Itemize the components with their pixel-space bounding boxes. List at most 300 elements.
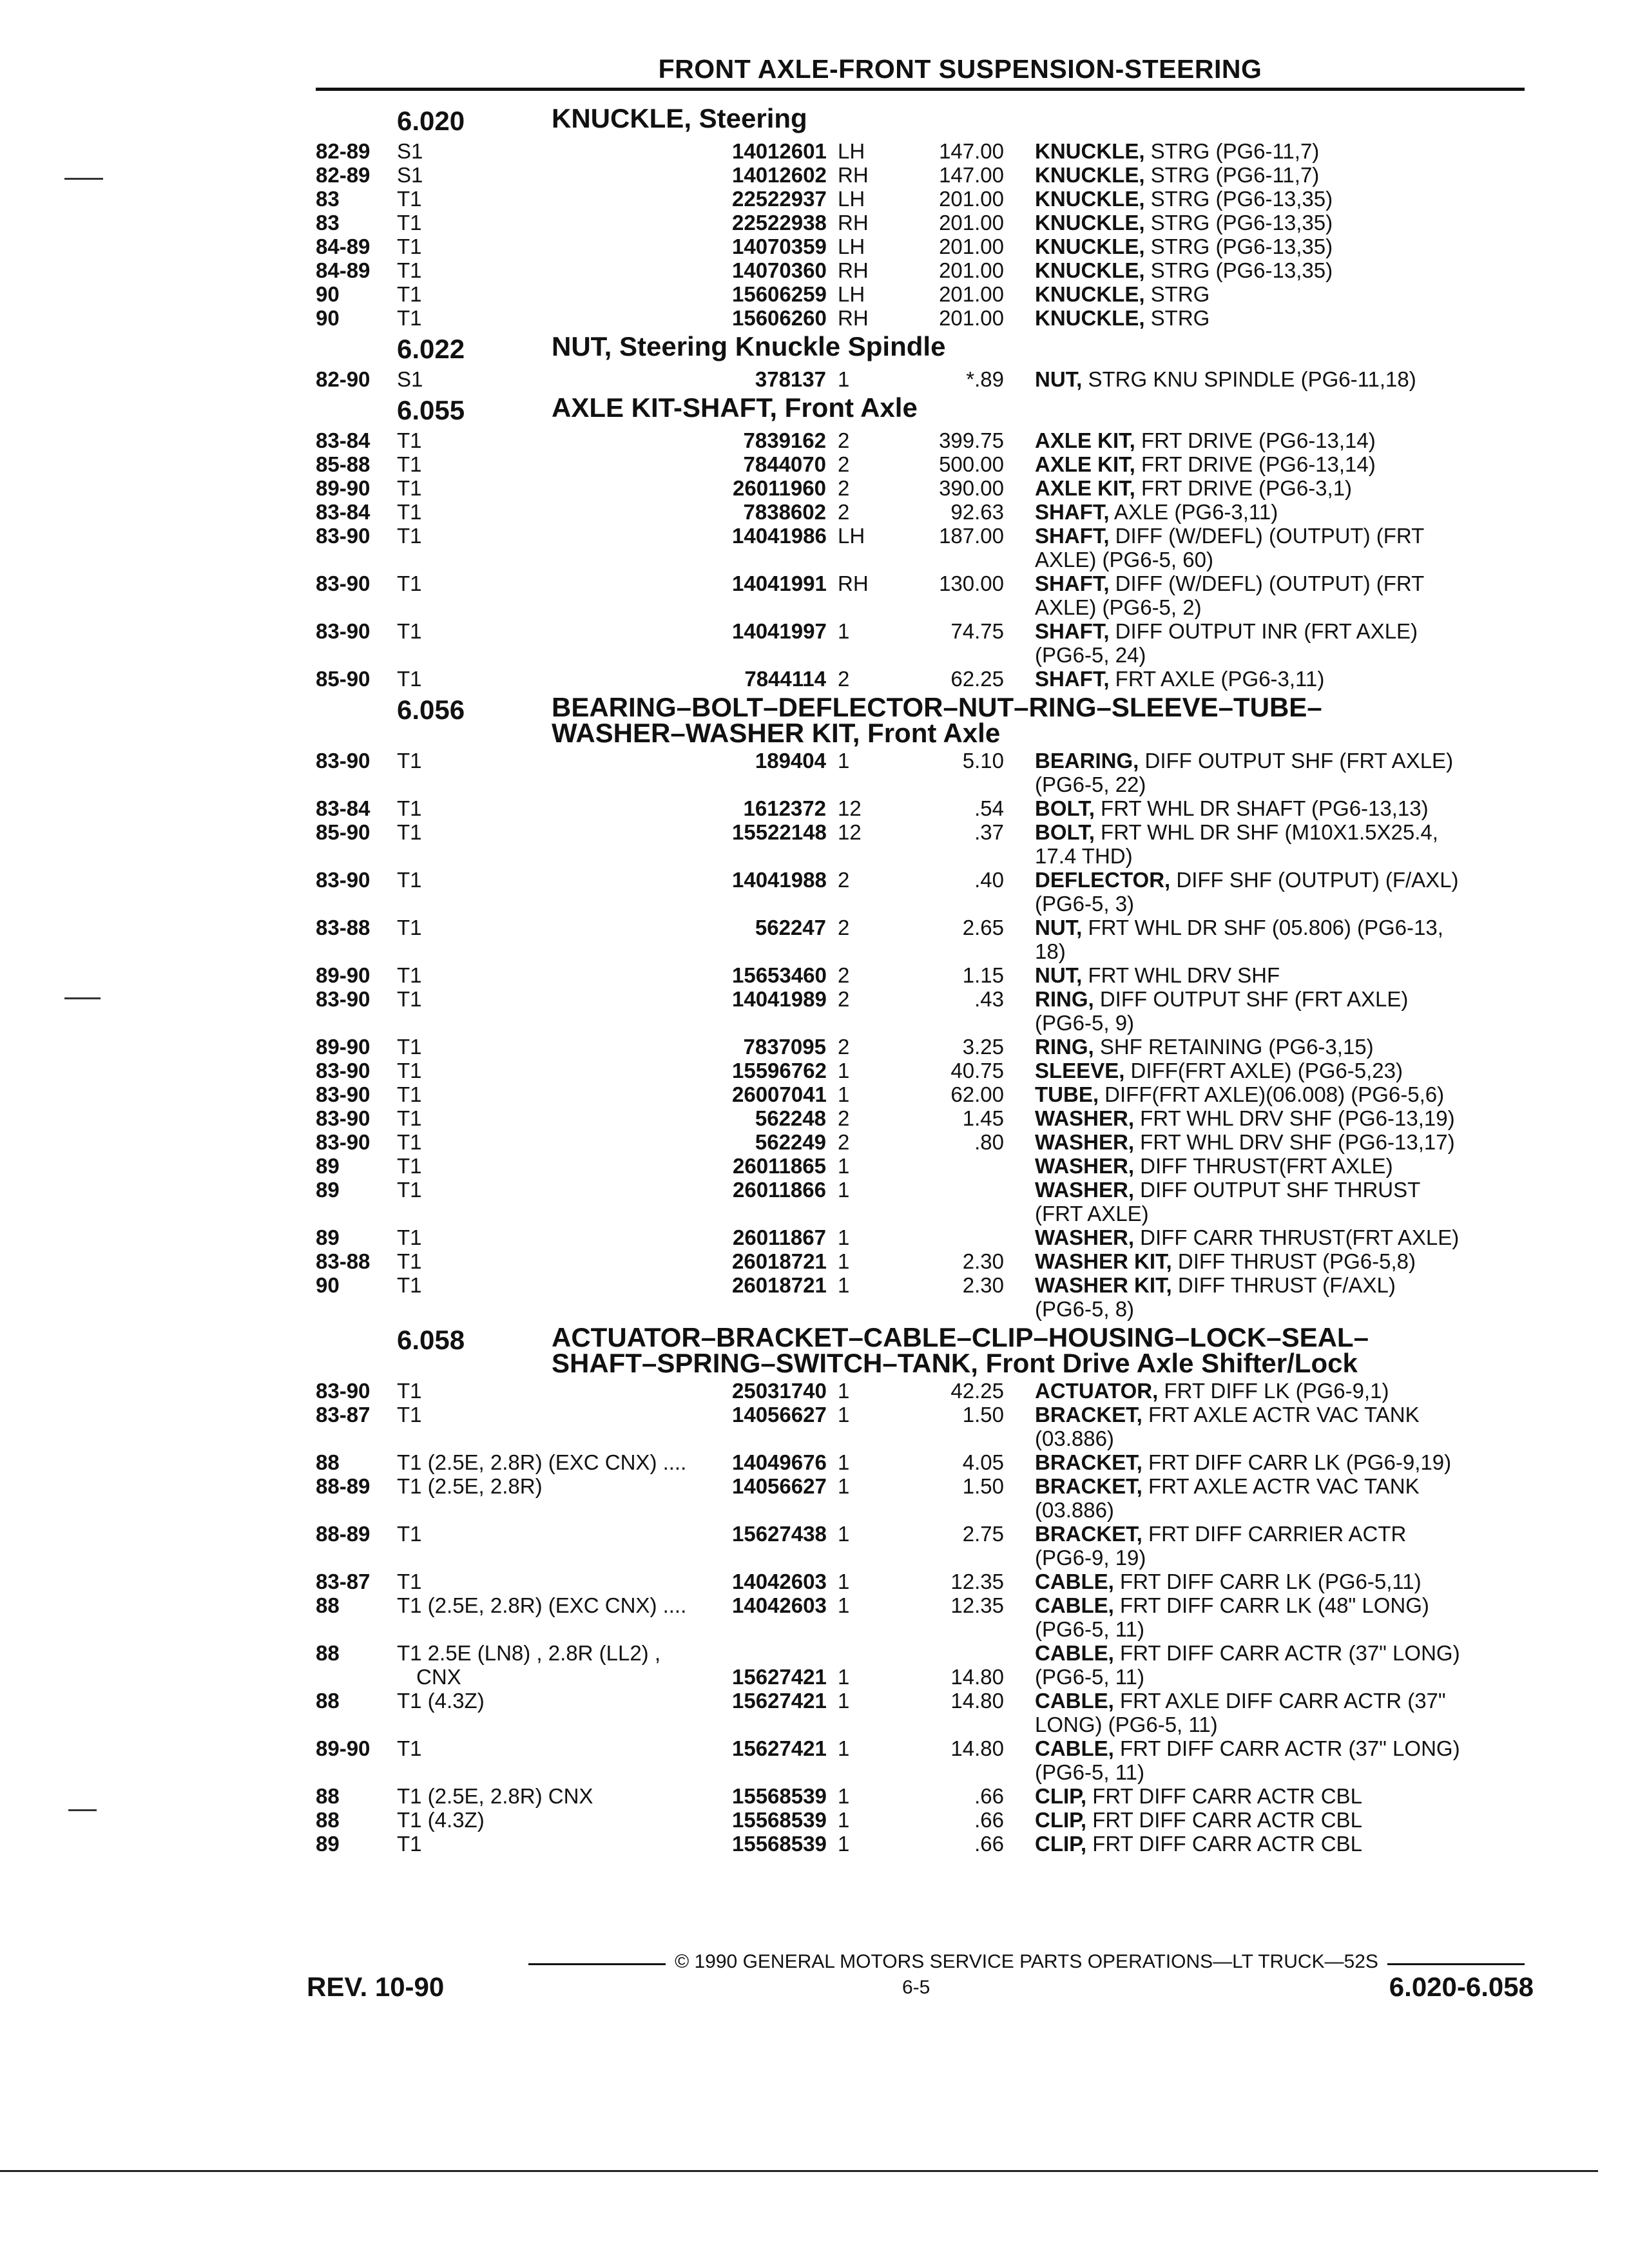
part-number: 22522938 [732,211,827,235]
model-years: 89-90 [316,476,371,500]
description-line [1035,796,1525,820]
part-description [1004,1641,1525,1689]
part-description [1004,1035,1525,1059]
description-line [1035,211,1525,235]
quantity: 1 [838,1784,850,1808]
description-line [1035,1474,1525,1498]
description-line [1035,258,1525,282]
model-years: 83 [316,187,340,211]
description-detail: FRT WHL DR SHF (05.806) (PG6-13, [1082,916,1443,939]
description-noun: NUT, [1035,963,1083,987]
model-code [397,163,732,187]
description-noun: BRACKET, [1035,1450,1142,1474]
model-code [397,524,732,572]
description-line [1035,1784,1525,1808]
description-noun: BRACKET, [1035,1474,1142,1498]
part-description [1004,282,1525,306]
part-number: 26007041 [732,1082,827,1106]
model-years: 83-84 [316,796,371,820]
quantity: 1 [838,1059,850,1082]
model-code-text: T1 (4.3Z) [397,1689,485,1713]
section-title-line: NUT, Steering Knuckle Spindle [552,331,946,361]
section-header [316,392,1525,426]
part-number: 14056627 [732,1403,827,1427]
part-description [1004,1593,1525,1641]
part-description [1004,500,1525,524]
part-number: 14042603 [732,1570,827,1593]
description-noun: BEARING, [1035,749,1139,773]
price: 2.65 [962,916,1004,939]
model-code-text: T1 (2.5E, 2.8R) (EXC CNX) .... [397,1450,687,1474]
description-detail: FRT DIFF CARR LK (48" LONG) [1113,1593,1429,1617]
model-years: 88 [316,1641,340,1665]
model-code [397,1570,732,1593]
price [907,1178,1004,1225]
quantity: 12 [838,820,862,844]
model-code [397,1082,732,1106]
quantity: 2 [838,868,850,892]
price: 74.75 [950,619,1004,643]
model-code [397,1689,732,1736]
description-noun: ACTUATOR, [1035,1379,1159,1403]
description-noun: SLEEVE, [1035,1059,1125,1082]
quantity: LH [838,524,865,548]
description-detail: DIFF(FRT AXLE)(06.008) (PG6-5,6) [1099,1082,1445,1106]
part-number: 14041988 [732,868,827,892]
quantity: 1 [838,1808,850,1832]
model-years: 83-84 [316,428,371,452]
page-number: 6-5 [902,1977,930,1998]
part-description [1004,1379,1525,1403]
description-noun: KNUCKLE, [1035,258,1145,282]
model-code [397,367,732,391]
price: 4.05 [962,1450,1004,1474]
quantity: 1 [838,1450,850,1474]
description-noun: BOLT, [1035,796,1095,820]
model-years: 83-90 [316,1082,371,1106]
description-noun: RING, [1035,1035,1094,1059]
price: 147.00 [939,139,1004,163]
part-row [316,820,1525,868]
part-number: 15522148 [732,820,827,844]
part-number: 15568539 [732,1808,827,1832]
part-description [1004,1249,1525,1273]
description-detail: DIFF OUTPUT SHF THRUST [1134,1178,1421,1202]
description-noun: RING, [1035,987,1094,1011]
model-code [397,1059,732,1082]
description-line [1035,306,1525,330]
part-description [1004,452,1525,476]
price [907,1154,1004,1178]
description-line [1035,1082,1525,1106]
model-code [397,1784,732,1808]
description-line [1035,1106,1525,1130]
model-years: 88 [316,1784,340,1808]
quantity: LH [838,282,865,306]
model-code [397,1106,732,1130]
description-noun: BRACKET, [1035,1522,1142,1546]
model-code-text: T1 [397,1154,422,1178]
parts-catalog [316,102,1525,1856]
model-code [397,619,732,667]
part-number: 7844070 [743,452,826,476]
model-code-text: T1 [397,1832,422,1856]
model-code-text: S1 [397,139,423,163]
part-number: 189404 [755,749,826,773]
model-code-text: T1 [397,916,422,939]
description-line [1035,1035,1525,1059]
model-code-text: T1 [397,1225,422,1249]
part-row [316,258,1525,282]
description-continued: (PG6-5, 24) [1035,643,1146,667]
price: 201.00 [939,258,1004,282]
part-number: 15606260 [732,306,827,330]
model-code [397,916,732,963]
description-line [1035,987,1525,1011]
description-noun: KNUCKLE, [1035,163,1145,187]
model-code [397,749,732,796]
part-number: 15627421 [732,1736,827,1760]
part-description [1004,1273,1525,1321]
model-code-text: T1 [397,1379,422,1403]
description-line [1035,1154,1525,1178]
section-title-line: AXLE KIT-SHAFT, Front Axle [552,392,918,423]
description-line [1035,524,1525,548]
description-detail: STRG KNU SPINDLE (PG6-11,18) [1082,367,1416,391]
part-description [1004,1106,1525,1130]
part-number: 14012601 [732,139,827,163]
part-row [316,235,1525,258]
quantity: 2 [838,963,850,987]
description-detail: STRG (PG6-13,35) [1144,211,1333,235]
model-code [397,667,732,691]
model-code [397,572,732,619]
description-detail: DIFF (W/DEFL) (OUTPUT) (FRT [1109,572,1425,595]
description-line [1035,1641,1525,1665]
model-code [397,1832,732,1856]
section-title-line: ACTUATOR–BRACKET–CABLE–CLIP–HOUSING–LOCK–SEAL– [552,1322,1369,1352]
part-row [316,1450,1525,1474]
model-code [397,1130,732,1154]
model-code-text: T1 [397,1130,422,1154]
model-code [397,282,732,306]
part-number: 15568539 [732,1832,827,1856]
model-code [397,1474,732,1522]
model-code-text: T1 [397,1403,422,1427]
part-description [1004,163,1525,187]
price: 5.10 [962,749,1004,773]
model-code [397,1035,732,1059]
section-title [552,692,1525,748]
section-title [552,392,1525,426]
description-line [1035,235,1525,258]
model-years: 83-88 [316,1249,371,1273]
part-row [316,1130,1525,1154]
description-continued: (PG6-5, 8) [1035,1297,1135,1321]
model-code [397,428,732,452]
description-continued: (PG6-5, 22) [1035,773,1146,796]
model-code [397,1379,732,1403]
model-years: 83 [316,211,340,235]
part-row [316,1035,1525,1059]
model-code-text: T1 [397,820,422,844]
model-code-text: T1 [397,667,422,691]
model-code-text: T1 2.5E (LN8) , 2.8R (LL2) , [397,1641,661,1665]
part-number: 26011865 [732,1154,826,1178]
model-code-text: T1 [397,1082,422,1106]
part-number: 26011960 [732,476,826,500]
price: .80 [974,1130,1004,1154]
model-code [397,1450,732,1474]
quantity: 1 [838,1593,850,1617]
description-line [1035,1570,1525,1593]
quantity: 2 [838,1130,850,1154]
description-noun: WASHER, [1035,1154,1135,1178]
part-description [1004,187,1525,211]
part-description [1004,1450,1525,1474]
part-number: 26018721 [732,1273,827,1297]
part-number: 14012602 [732,163,827,187]
price: 62.00 [950,1082,1004,1106]
model-code-text: T1 [397,1522,422,1546]
description-detail: FRT AXLE (PG6-3,11) [1109,667,1325,691]
quantity: RH [838,572,869,595]
description-noun: AXLE KIT, [1035,452,1135,476]
part-number: 378137 [755,367,826,391]
part-row [316,452,1525,476]
model-years: 89-90 [316,1035,371,1059]
part-description [1004,524,1525,572]
price: 2.30 [962,1249,1004,1273]
model-code [397,1225,732,1249]
model-code [397,1641,732,1689]
price: 130.00 [939,572,1004,595]
part-description [1004,1082,1525,1106]
part-number: 7837095 [743,1035,826,1059]
description-detail: DIFF THRUST (PG6-5,8) [1171,1249,1416,1273]
bottom-rule [0,2170,1598,2172]
description-noun: BRACKET, [1035,1403,1142,1427]
description-noun: BOLT, [1035,820,1095,844]
description-continued: AXLE) (PG6-5, 60) [1035,548,1213,572]
price: 187.00 [939,524,1004,548]
part-row [316,1273,1525,1321]
price: 14.80 [950,1736,1004,1760]
description-line [1035,1808,1525,1832]
description-continued: LONG) (PG6-5, 11) [1035,1713,1218,1736]
description-detail: FRT WHL DR SHF (M10X1.5X25.4, [1094,820,1438,844]
description-detail: STRG (PG6-11,7) [1144,139,1320,163]
model-code [397,1736,732,1784]
description-line [1035,1130,1525,1154]
part-number: 14041989 [732,987,827,1011]
part-number: 15606259 [732,282,827,306]
model-code [397,258,732,282]
quantity: 2 [838,428,850,452]
description-noun: CLIP, [1035,1808,1087,1832]
part-row [316,1249,1525,1273]
part-description [1004,749,1525,796]
model-code [397,235,732,258]
description-detail: FRT DRIVE (PG6-13,14) [1135,428,1376,452]
description-noun: WASHER KIT, [1035,1249,1172,1273]
quantity: 1 [838,1832,850,1856]
part-row [316,524,1525,572]
part-number: 14070359 [732,235,827,258]
model-code-text: T1 (4.3Z) [397,1808,485,1832]
part-row [316,1178,1525,1225]
part-row [316,1832,1525,1856]
description-line [1035,667,1525,691]
description-noun: NUT, [1035,916,1083,939]
section-header [316,1322,1525,1378]
part-description [1004,667,1525,691]
model-years: 90 [316,282,340,306]
part-row [316,367,1525,391]
model-code-text: S1 [397,163,423,187]
description-noun: KNUCKLE, [1035,306,1145,330]
price: .66 [974,1808,1004,1832]
model-code-text: T1 [397,572,422,595]
copyright-notice: © 1990 GENERAL MOTORS SERVICE PARTS OPERATIONS—LT TRUCK—52S [528,1951,1525,1973]
model-code [397,1403,732,1450]
quantity: LH [838,235,865,258]
part-description [1004,235,1525,258]
price: 201.00 [939,306,1004,330]
section-title-line: WASHER–WASHER KIT, Front Axle [552,718,1001,748]
description-detail: FRT AXLE ACTR VAC TANK [1142,1474,1420,1498]
model-code-text: T1 [397,749,422,773]
part-description [1004,1689,1525,1736]
part-row [316,1225,1525,1249]
model-years: 84-89 [316,258,371,282]
model-years: 83-90 [316,1379,371,1403]
description-detail: FRT DRIVE (PG6-13,14) [1135,452,1376,476]
description-noun: CLIP, [1035,1832,1087,1856]
part-number: 14041997 [732,619,827,643]
model-years: 83-87 [316,1570,371,1593]
revision-label: REV. 10-90 [307,1972,445,2002]
part-row [316,1154,1525,1178]
part-description [1004,987,1525,1035]
description-noun: AXLE KIT, [1035,476,1135,500]
part-row [316,987,1525,1035]
quantity: LH [838,139,865,163]
model-years: 89 [316,1225,340,1249]
model-years: 83-90 [316,524,371,548]
description-continued: (PG6-5, 3) [1035,892,1135,916]
quantity: 1 [838,749,850,773]
description-continued: (PG6-5, 11) [1035,1665,1144,1689]
part-row [316,1522,1525,1570]
model-code [397,452,732,476]
description-detail: DIFF SHF (OUTPUT) (F/AXL) [1170,868,1459,892]
part-description [1004,306,1525,330]
part-description [1004,1403,1525,1450]
model-code-text: T1 [397,306,422,330]
part-description [1004,1178,1525,1225]
part-description [1004,1059,1525,1082]
quantity: 1 [838,1273,850,1297]
price: 3.25 [962,1035,1004,1059]
part-description [1004,1784,1525,1808]
model-code-text: T1 (2.5E, 2.8R) (EXC CNX) .... [397,1593,687,1617]
model-code [397,987,732,1035]
section-title-line: SHAFT–SPRING–SWITCH–TANK, Front Drive Axle Shifter/Lock [552,1348,1358,1378]
quantity: 1 [838,619,850,643]
quantity: RH [838,258,869,282]
description-noun: CABLE, [1035,1570,1114,1593]
model-code-text: T1 [397,428,422,452]
model-years: 83-90 [316,868,371,892]
part-number: 22522937 [732,187,827,211]
section-number: 6.055 [397,395,465,425]
description-line [1035,163,1525,187]
description-detail: DIFF(FRT AXLE) (PG6-5,23) [1124,1059,1403,1082]
model-code-text: T1 [397,524,422,548]
quantity: 1 [838,1570,850,1593]
description-noun: CABLE, [1035,1689,1114,1713]
description-line [1035,367,1525,391]
quantity: 2 [838,476,850,500]
description-line [1035,868,1525,892]
description-noun: CABLE, [1035,1593,1114,1617]
model-code-text: T1 [397,211,422,235]
description-line [1035,1450,1525,1474]
part-description [1004,211,1525,235]
description-noun: NUT, [1035,367,1083,391]
description-noun: KNUCKLE, [1035,139,1145,163]
price: .54 [974,796,1004,820]
model-years: 90 [316,306,340,330]
description-noun: DEFLECTOR, [1035,868,1171,892]
part-row [316,1808,1525,1832]
description-line [1035,1689,1525,1713]
quantity: 1 [838,1249,850,1273]
section-range: 6.020-6.058 [1389,1972,1534,2002]
price: 147.00 [939,163,1004,187]
price: *.89 [966,367,1004,391]
part-description [1004,1736,1525,1784]
part-row [316,916,1525,963]
part-row [316,868,1525,916]
description-line [1035,1522,1525,1546]
part-row [316,667,1525,691]
model-years: 83-90 [316,1130,371,1154]
part-number: 562247 [755,916,826,939]
quantity: 1 [838,1403,850,1427]
price: 62.25 [950,667,1004,691]
description-detail: FRT WHL DRV SHF [1082,963,1280,987]
page-title: FRONT AXLE-FRONT SUSPENSION-STEERING [658,54,1262,84]
quantity: RH [838,211,869,235]
part-row [316,1379,1525,1403]
part-description [1004,619,1525,667]
description-line [1035,1832,1525,1856]
model-years: 83-90 [316,987,371,1011]
description-line [1035,1059,1525,1082]
description-detail: STRG [1144,282,1210,306]
part-number: 562248 [755,1106,826,1130]
section-title-line: KNUCKLE, Steering [552,103,807,133]
part-number: 26018721 [732,1249,827,1273]
part-number: 14070360 [732,258,827,282]
model-code [397,306,732,330]
description-noun: SHAFT, [1035,500,1110,524]
part-row [316,1403,1525,1450]
model-code-text: T1 [397,1273,422,1297]
description-line [1035,619,1525,643]
